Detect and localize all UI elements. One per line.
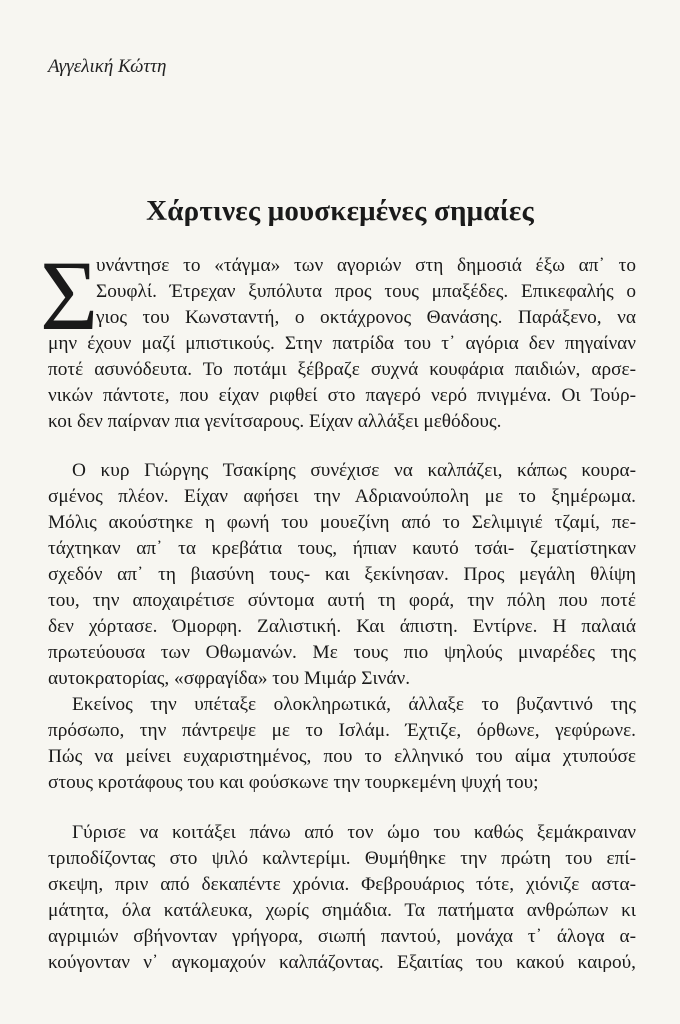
text-line: μην έχουν μαζί μπιστικούς. Στην πατρίδα του τ᾽ αγόρια δεν πηγαίναν	[48, 333, 636, 354]
text-line: σχεδόν απ᾽ τη βιασύνη τους- και ξεκίνησαν. Προς μεγάλη θλίψη	[48, 564, 636, 585]
text-line: σκεψη, πριν από δεκαπέντε χρόνια. Φεβρουάριος τότε, χιόνιζε αστα-	[48, 874, 636, 895]
running-header-author: Αγγελική Κώττη	[48, 56, 167, 77]
text-line: μάτητα, όλα κατάλευκα, χωρίς σημάδια. Τα πατήματα ανθρώπων κι	[48, 900, 636, 921]
text-line: νικών πάντοτε, που είχαν ριφθεί στο παγερό νερό πνιγμένα. Οι Τούρ-	[48, 385, 636, 406]
text-line: κοι δεν παίρναν πια γενίτσαρους. Είχαν αλλάξει μεθόδους.	[48, 411, 502, 432]
text-line: Εκείνος την υπέταξε ολοκληρωτικά, άλλαξε το βυζαντινό της	[72, 694, 636, 715]
text-line: Ο κυρ Γιώργης Τσακίρης συνέχισε να καλπάζει, κάπως κουρα-	[72, 460, 636, 481]
text-line: πρόσωπο, την πάντρεψε με το Ισλάμ. Έχτιζε, όρθωνε, γεφύρωνε.	[48, 720, 636, 741]
text-line: Γύρισε να κοιτάξει πάνω από τον ώμο του καθώς ξεμάκραιναν	[72, 822, 636, 843]
text-line: αυτοκρατορίας, «σφραγίδα» του Μιμάρ Σινάν.	[48, 668, 411, 689]
text-line: κούγονταν ν᾽ αγκομαχούν καλπάζοντας. Εξαιτίας του κακού καιρού,	[48, 952, 636, 973]
text-line: Μόλις ακούστηκε η φωνή του μουεζίνη από το Σελιμιγιέ τζαμί, πε-	[48, 512, 636, 533]
text-line: γιος του Κωνσταντή, ο οκτάχρονος Θανάσης. Παράξενο, να	[96, 307, 636, 328]
text-line: στους κροτάφους του και φούσκωνε την τουρκεμένη ψυχή του;	[48, 772, 539, 793]
text-line: αγριμιών σβήνονταν γρήγορα, σιωπή παντού, μονάχα τ᾽ άλογα α-	[48, 926, 636, 947]
text-line: δεν χόρτασε. Όμορφη. Ζαλιστική. Και άπιστη. Εντίρνε. Η παλαιά	[48, 616, 636, 637]
text-line: του, την αποχαιρέτισε σύντομα αυτή τη φορά, την πόλη που ποτέ	[48, 590, 636, 611]
text-line: Πώς να μείνει ευχαριστημένος, που το ελληνικό του αίμα χτυπούσε	[48, 746, 636, 767]
drop-cap: Σ	[40, 240, 99, 351]
text-line: σμένος πλέον. Είχαν αφήσει την Αδριανούπολη με το ξημέρωμα.	[48, 486, 636, 507]
text-line: υνάντησε το «τάγμα» των αγοριών στη δημοσιά έξω απ᾽ το	[96, 255, 636, 276]
text-line: πρωτεύουσα των Οθωμανών. Με τους πιο ψηλούς μιναρέδες της	[48, 642, 636, 663]
text-line: Σουφλί. Έτρεχαν ξυπόλυτα προς τους μπαξέδες. Επικεφαλής ο	[96, 281, 636, 302]
text-line: τάχτηκαν απ᾽ τα κρεβάτια τους, ήπιαν καυτό τσάι- ζεματίστηκαν	[48, 538, 636, 559]
text-line: ποτέ ασυνόδευτα. Το ποτάμι ξέβραζε συχνά κουφάρια παιδιών, αρσε-	[48, 359, 636, 380]
text-line: τριποδίζοντας στο ψιλό καλντερίμι. Θυμήθηκε την πρώτη του επί-	[48, 848, 636, 869]
chapter-title: Χάρτινες μουσκεμένες σημαίες	[146, 195, 534, 227]
